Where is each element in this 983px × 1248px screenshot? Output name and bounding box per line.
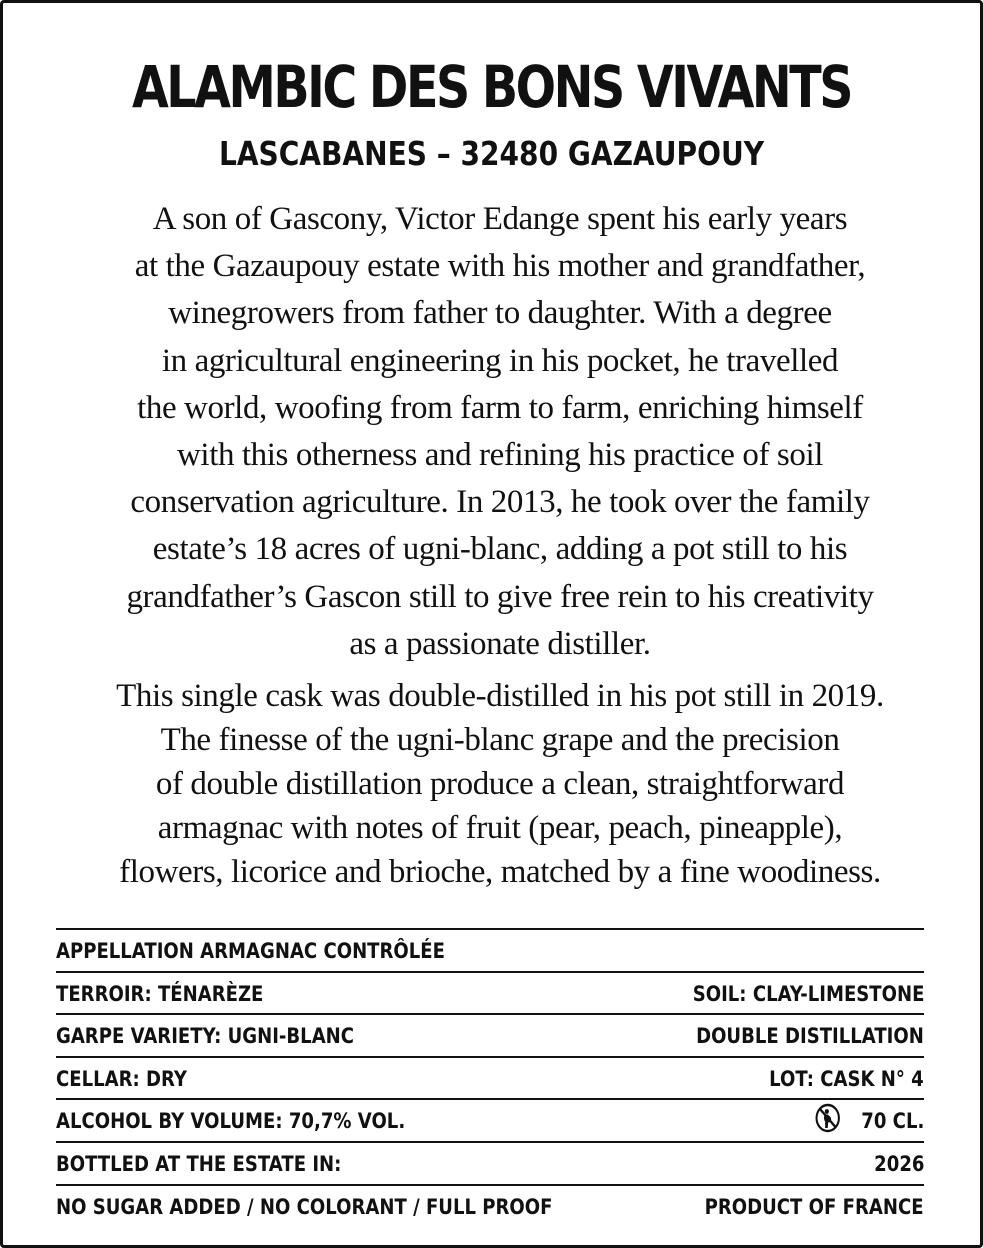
story-paragraph-1 — [60, 196, 940, 668]
spec-row-additives — [56, 1186, 924, 1229]
spec-soil — [692, 982, 924, 1006]
story-line: in agricultural engineering in his pocket, he travelled — [161, 342, 839, 379]
story-line: the world, woofing from farm to farm, enriching himself — [137, 389, 863, 426]
no-pregnant-woman-icon — [815, 1103, 841, 1133]
label-title: ALAMBIC DES BONS VIVANTS — [131, 53, 852, 121]
spec-lot — [769, 1067, 924, 1091]
spec-volume — [815, 1109, 924, 1133]
spec-cellar: CELLAR: DRY — [56, 1066, 187, 1091]
story-line: of double distillation produce a clean, straightforward — [155, 766, 845, 803]
spec-alcohol: ALCOHOL BY VOLUME: 70,7% VOL. — [56, 1109, 406, 1134]
spec-origin — [705, 1195, 924, 1219]
story-line: A son of Gascony, Victor Edange spent his early years — [152, 201, 848, 237]
spec-row-grape — [56, 1015, 924, 1058]
spec-distillation — [696, 1024, 924, 1048]
spec-row-cellar — [56, 1058, 924, 1101]
spec-distillation-text: DOUBLE DISTILLATION — [696, 1024, 924, 1049]
spec-volume-text: 70 CL. — [860, 1109, 924, 1134]
story-paragraph-2 — [60, 674, 940, 894]
spec-terroir: TERROIR: TÉNARÈZE — [56, 981, 264, 1006]
story-line: conservation agriculture. In 2013, he took over the family — [130, 484, 870, 521]
specs-table — [56, 928, 924, 1228]
story-line: at the Gazaupouy estate with his mother and grandfather, — [134, 248, 866, 285]
spec-bottled: BOTTLED AT THE ESTATE IN: — [56, 1151, 342, 1176]
story-line: estate’s 18 acres of ugni-blanc, adding a pot still to his — [152, 531, 848, 568]
story-line: as a passionate distiller. — [349, 625, 651, 662]
story-line: with this otherness and refining his practice of soil — [177, 437, 823, 474]
spec-row-appellation — [56, 930, 924, 973]
story-text — [60, 196, 940, 894]
label-address: LASCABANES – 32480 GAZAUPOUY — [218, 134, 765, 173]
story-line: flowers, licorice and brioche, matched by a fine woodiness. — [119, 854, 881, 891]
spec-grape-variety: GARPE VARIETY: UGNI-BLANC — [56, 1024, 355, 1049]
spec-additives: NO SUGAR ADDED / NO COLORANT / FULL PROOF — [56, 1194, 553, 1219]
spec-appellation: APPELLATION ARMAGNAC CONTRÔLÉE — [56, 939, 445, 963]
spec-bottled-year-text: 2026 — [873, 1151, 924, 1176]
spec-soil-text: SOIL: CLAY-LIMESTONE — [692, 981, 924, 1006]
spec-row-alcohol — [56, 1100, 924, 1143]
story-line: The finesse of the ugni-blanc grape and the precision — [160, 722, 840, 759]
spec-origin-text: PRODUCT OF FRANCE — [705, 1194, 924, 1219]
spec-lot-text: LOT: CASK N° 4 — [769, 1066, 924, 1091]
spec-bottled-year — [874, 1152, 924, 1176]
story-line: winegrowers from father to daughter. With a degree — [168, 295, 832, 332]
spec-row-terroir — [56, 973, 924, 1016]
story-line: grandfather’s Gascon still to give free rein to his creativity — [126, 578, 874, 615]
story-line: armagnac with notes of fruit (pear, peach, pineapple), — [157, 810, 843, 847]
spec-row-bottled — [56, 1143, 924, 1186]
story-line: This single cask was double-distilled in his pot still in 2019. — [116, 678, 884, 715]
